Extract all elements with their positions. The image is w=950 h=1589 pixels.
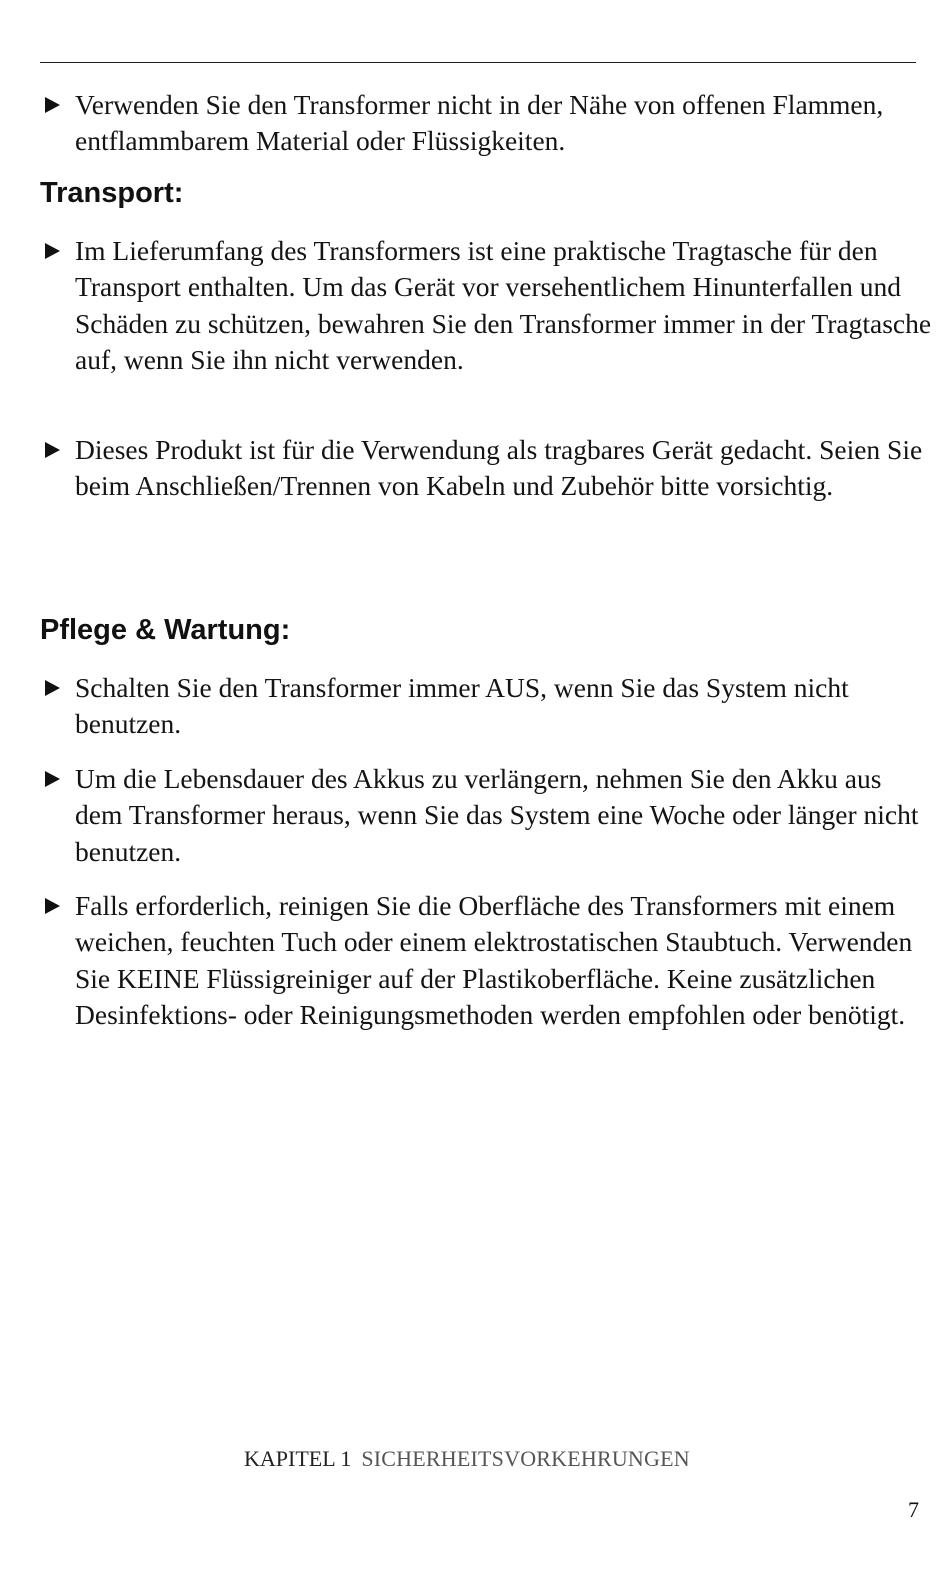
bullet-triangle-icon	[45, 898, 60, 914]
heading-care-maintenance: Pflege & Wartung:	[40, 614, 291, 646]
list-item-open-flames: Verwenden Sie den Transformer nicht in der Nähe von offenen Flammen, entflammbarem Material oder Flüssigkeiten.	[75, 89, 884, 157]
page-footer	[244, 1446, 690, 1472]
list-item-power-off: Schalten Sie den Transformer immer AUS, wenn Sie das System nicht benutzen.	[75, 672, 849, 740]
list-item-battery-life: Um die Lebensdauer des Akkus zu verlängern, nehmen Sie den Akku aus dem Transformer heraus, wenn Sie das System eine Woche oder länger nicht benutzen.	[75, 763, 919, 867]
footer-section-title: SICHERHEITSVORKEHRUNGEN	[361, 1446, 690, 1471]
page-number: 7	[908, 1497, 919, 1522]
list-item-carry-bag: Im Lieferumfang des Transformers ist eine praktische Tragtasche für den Transport enthalten. Um das Gerät vor versehentlichem Hinunterfallen und Schäden zu schützen, bewahren Sie den Transformer immer in der Tragtasche auf, wenn Sie ihn nicht verwenden.	[75, 235, 932, 375]
list-item-portable-device: Dieses Produkt ist für die Verwendung als tragbares Gerät gedacht. Seien Sie beim Anschließen/Trennen von Kabeln und Zubehör bitte vorsichtig.	[75, 434, 923, 502]
list-item-cleaning: Falls erforderlich, reinigen Sie die Oberfläche des Transformers mit einem weichen, feuchten Tuch oder einem elektrostatischen Staubtuch. Verwenden Sie KEINE Flüssigreiniger auf der Plastikoberfläche. Keine zusätzlichen Desinfektions- oder Reinigungsmethoden werden empfohlen oder benötigt.	[75, 890, 913, 1030]
footer-chapter: KAPITEL 1	[244, 1446, 352, 1471]
bullet-triangle-icon	[45, 442, 60, 458]
bullet-triangle-icon	[45, 771, 60, 787]
bullet-triangle-icon	[45, 243, 60, 259]
bullet-triangle-icon	[45, 680, 60, 696]
top-rule	[40, 62, 916, 63]
bullet-triangle-icon	[45, 97, 60, 113]
heading-transport: Transport:	[40, 177, 184, 209]
